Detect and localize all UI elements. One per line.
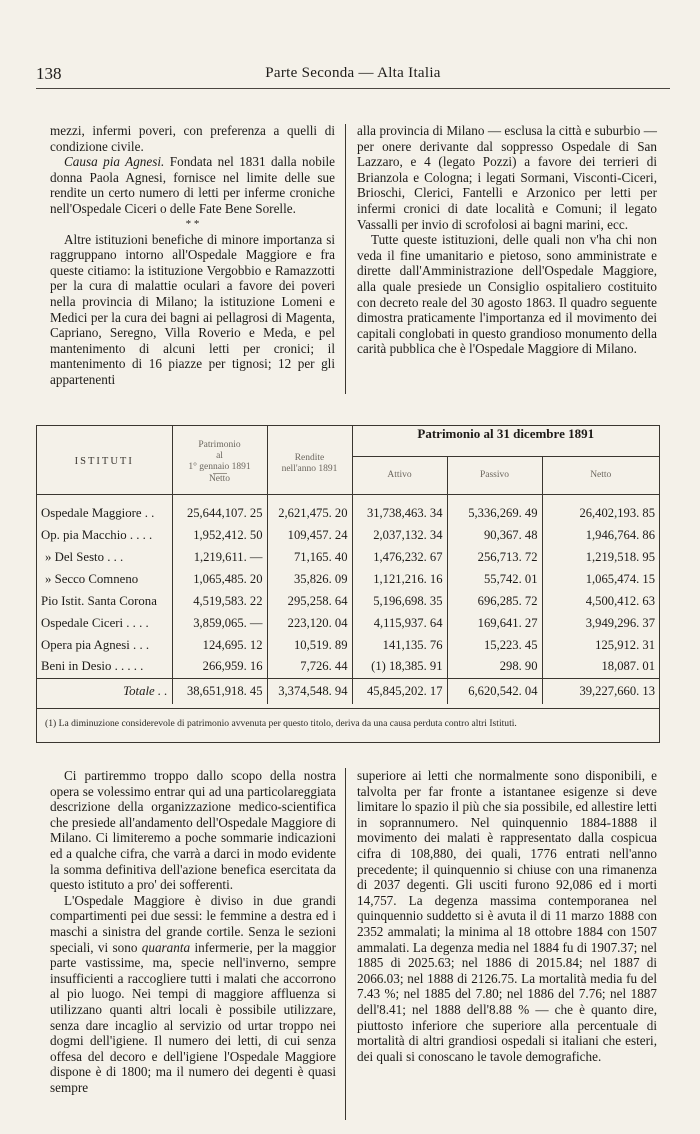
cell-total-rendite: 3,374,548. 94 [267, 678, 352, 704]
cell-name: Ospedale Ciceri . . . . [41, 615, 149, 630]
text-column-bottom-right [357, 768, 657, 1064]
cell-patrimonio: 1,219,611. — [172, 546, 267, 568]
footnote-rule [37, 708, 659, 709]
header-passivo: Passivo [447, 456, 542, 494]
cell-netto: 3,949,296. 37 [542, 612, 659, 634]
table-row [37, 634, 659, 656]
page-number: 138 [36, 64, 62, 83]
header-line: Rendite [294, 452, 325, 463]
table-row [37, 524, 659, 546]
cell-rendite: 2,621,475. 20 [267, 502, 352, 524]
asterism: * * [185, 217, 200, 230]
cell-passivo: 169,641. 27 [447, 612, 542, 634]
cell-name: » Secco Comneno [45, 571, 139, 586]
cell-patrimonio: 3,859,065. — [172, 612, 267, 634]
cell-netto: 1,946,764. 86 [542, 524, 659, 546]
cell-rendite: 295,258. 64 [267, 590, 352, 612]
paragraph: Tutte queste istituzioni, delle quali non v'ha chi non veda il fine umanitario e pietoso, sono amministrate e dirette dall'Amministrazione dell'Ospedale Maggiore, alla quale presiede un Consiglio ospitaliero costituito con decreto reale del 30 agosto 1863. Il quadro seguente dimostra praticamente l'importanza ed il movimento dei capitali conglobati in questo grandioso monumento della carità pubblica che è l'Ospedale Maggiore di Milano. [357, 232, 657, 357]
table-row [37, 568, 659, 590]
cell-passivo: 55,742. 01 [447, 568, 542, 590]
cell-attivo: 1,476,232. 67 [352, 546, 447, 568]
header-netto: Netto [542, 456, 659, 494]
cell-name: Beni in Desio . . . . . [37, 656, 172, 678]
table-row [37, 590, 659, 612]
cell-attivo: 31,738,463. 34 [352, 502, 447, 524]
cell-passivo: 15,223. 45 [447, 634, 542, 656]
cell-name: Op. pia Macchio . . . . [41, 527, 153, 542]
header-line: nell'anno 1891 [281, 463, 338, 474]
paragraph: mezzi, infermi poveri, con preferenza a quelli di condizione civile. [50, 123, 335, 154]
cell-rendite: 109,457. 24 [267, 524, 352, 546]
text-column-bottom-left [50, 768, 336, 1095]
text-column-top-left [50, 123, 335, 388]
header-line: al [216, 451, 223, 462]
cell-attivo: 2,037,132. 34 [352, 524, 447, 546]
cell-total-netto: 39,227,660. 13 [542, 678, 659, 704]
table [37, 426, 659, 704]
cell-name: Pio Istit. Santa Corona [41, 593, 157, 608]
cell-total-label: Totale . . [123, 683, 168, 698]
paragraph-text: infermerie, per la maggior parte vastissime, ma, specie nell'inverno, sempre insufficienti a raccogliere tutti i malati che accorrono al pio luogo. Nei tempi di maggiore affluenza si utilizzano quanti altri locali è possibile utilizzare, senza dare incaglio al servizio od urtar troppo nei dogmi dell'igiene. Il numero dei letti, di cui senza offesa del decoro e dell'igiene l'Ospedale Maggiore dispone è di 1800; ma il numero dei degenti è quasi sempre [50, 939, 336, 1095]
page-header [36, 62, 670, 89]
paragraph: superiore ai letti che normalmente sono disponibili, e talvolta per far fronte a istantanee esigenze si deve limitare lo spazio il più che sia possibile, ed allestire letti in soprannumero. Nel quinquennio 1884-1888 il movimento dei malati è rappresentato dalla cospicua cifra di 108,880, dei quali, 1776 entrati nell'anno precedente; il quinquennio si chiuse con una rimanenza di 2037 degenti. Gli usciti furono 92,086 ed i morti 14,757. La degenza massima contemporanea nel quinquennio suddetto si è avuta il di 11 marzo 1888 con 2352 ammalati; la minima al 18 ottobre 1884 con 1507 ammalati. La degenza media nel 1884 fu di 1907.37; nel 1885 di 2025.63; nel 1886 di 2015.84; nel 1887 di 2066.03; nel 1888 di 2126.75. La mortalità media fu del 7.43 %; nel 1885 del 7.80; nel 1886 del 7.76; nel 1887 dell'8.41; nel 1888 dell'8.88 % — che è quanto dire, piuttosto inferiore che superiore alla percentuale di mortalità di altri grandiosi ospedali si italiani che esteri, dei quali si conoscano le tavole demografiche. [357, 768, 657, 1064]
header-attivo: Attivo [352, 456, 447, 494]
text-column-top-right [357, 123, 657, 357]
cell-rendite: 71,165. 40 [267, 546, 352, 568]
cell-total-passivo: 6,620,542. 04 [447, 678, 542, 704]
paragraph: Altre istituzioni benefiche di minore importanza si raggruppano intorno all'Ospedale Maggiore e fra queste citiamo: la istituzione Vergobbio e Ramazzotti per la cura di malattie oculari a favore dei poveri nella provincia di Milano; la istituzione Lomeni e Medici per la cura dei bagni ai pellagrosi di Magenta, Capriano, Seregno, Villa Roverio e Meda, e pel mantenimento di alcuni letti per cronici; il mantenimento di 16 piazze per tignosi; 12 per gli appartenenti [50, 231, 335, 387]
cell-attivo: (1) 18,385. 91 [352, 656, 447, 678]
header-line: Netto [208, 474, 231, 485]
cell-netto: 4,500,412. 63 [542, 590, 659, 612]
header-line: 1° gennaio 1891 [188, 462, 251, 473]
paragraph: Ci partiremmo troppo dallo scopo della nostra opera se volessimo entrar qui ad una particolareggiata descrizione della organizzazione medico-scientifica che presiede all'andamento dell'Ospedale Maggiore di Milano. Ci limiteremo a poche sommarie indicazioni ed a qualche cifra, che varrà a darci in modo evidente la somma definitiva dell'azione benefica esercitata da questo istituto a pro' dei sofferenti. [50, 768, 336, 893]
cell-name: » Del Sesto . . . [45, 549, 124, 564]
total-row [37, 678, 659, 704]
italic-heading: Causa pia Agnesi. [64, 154, 165, 170]
header-rendite [267, 426, 352, 494]
cell-patrimonio: 124,695. 12 [172, 634, 267, 656]
cell-name: Ospedale Maggiore . . [41, 505, 155, 520]
cell-attivo: 1,121,216. 16 [352, 568, 447, 590]
header-line: Patrimonio [198, 440, 241, 451]
cell-rendite: 10,519. 89 [267, 634, 352, 656]
header-patrimonio-1891 [172, 426, 267, 494]
paragraph-causa-pia-agnesi [50, 154, 335, 216]
paragraph: alla provincia di Milano — esclusa la città e suburbio — per onere derivante dal soppresso Ospedale di San Lazzaro, e 4 (legato Pozzi) a favore dei terrieri di Brianzola e Cologna; i legati Sormani, Visconti-Ciceri, Brioschi, Clerici, Fantelli e Arzonico per letti per infermi cronici di date località e Comuni; il legato Vassalli per invio di scrofolosi ai bagni marini, ecc. [357, 123, 657, 232]
cell-attivo: 4,115,937. 64 [352, 612, 447, 634]
financial-table [36, 425, 660, 743]
group-rule [352, 442, 659, 456]
cell-passivo: 298. 90 [447, 656, 542, 678]
column-divider [345, 124, 346, 394]
cell-passivo: 90,367. 48 [447, 524, 542, 546]
paragraph-text: L'Ospedale Maggiore è diviso in due grandi compartimenti pei due sessi: le femmine a destra ed i maschi a sinistra del grande cortile. Senza le sezioni speciali, vi sono [50, 892, 336, 955]
cell-rendite: 223,120. 04 [267, 612, 352, 634]
table-row [37, 502, 659, 524]
cell-passivo: 5,336,269. 49 [447, 502, 542, 524]
header-istituti: ISTITUTI [37, 426, 172, 494]
cell-patrimonio: 266,959. 16 [172, 656, 267, 678]
cell-total-patrimonio: 38,651,918. 45 [172, 678, 267, 704]
italic-word: quaranta [141, 939, 191, 955]
table-footnote: (1) La diminuzione considerevole di patrimonio avvenuta per questo titolo, deriva da una causa perduta contro altri Istituti. [45, 718, 517, 729]
cell-netto: 1,065,474. 15 [542, 568, 659, 590]
cell-patrimonio: 25,644,107. 25 [172, 502, 267, 524]
cell-netto: 125,912. 31 [542, 634, 659, 656]
column-divider [345, 768, 346, 1120]
cell-attivo: 141,135. 76 [352, 634, 447, 656]
cell-netto: 1,219,518. 95 [542, 546, 659, 568]
cell-netto: 18,087. 01 [542, 656, 659, 678]
table-row [37, 656, 659, 678]
cell-rendite: 35,826. 09 [267, 568, 352, 590]
cell-attivo: 5,196,698. 35 [352, 590, 447, 612]
header-patrimonio-31-dic: Patrimonio al 31 dicembre 1891 [352, 426, 659, 442]
table-row [37, 612, 659, 634]
cell-total-attivo: 45,845,202. 17 [352, 678, 447, 704]
cell-rendite: 7,726. 44 [267, 656, 352, 678]
cell-passivo: 696,285. 72 [447, 590, 542, 612]
cell-patrimonio: 4,519,583. 22 [172, 590, 267, 612]
cell-patrimonio: 1,952,412. 50 [172, 524, 267, 546]
table-row [37, 546, 659, 568]
cell-passivo: 256,713. 72 [447, 546, 542, 568]
paragraph-ospedale-maggiore [50, 893, 336, 1096]
cell-name: Opera pia Agnesi . . . [41, 637, 150, 652]
running-title: Parte Seconda — Alta Italia [265, 65, 441, 81]
cell-netto: 26,402,193. 85 [542, 502, 659, 524]
cell-patrimonio: 1,065,485. 20 [172, 568, 267, 590]
paragraph-text: Fondata nel 1831 dalla nobile donna Paola Agnesi, fornisce nel limite delle sue rendite un certo numero di letti per inferme croniche nell'Ospedale Ciceri o delle Fate Bene Sorelle. [50, 154, 336, 216]
